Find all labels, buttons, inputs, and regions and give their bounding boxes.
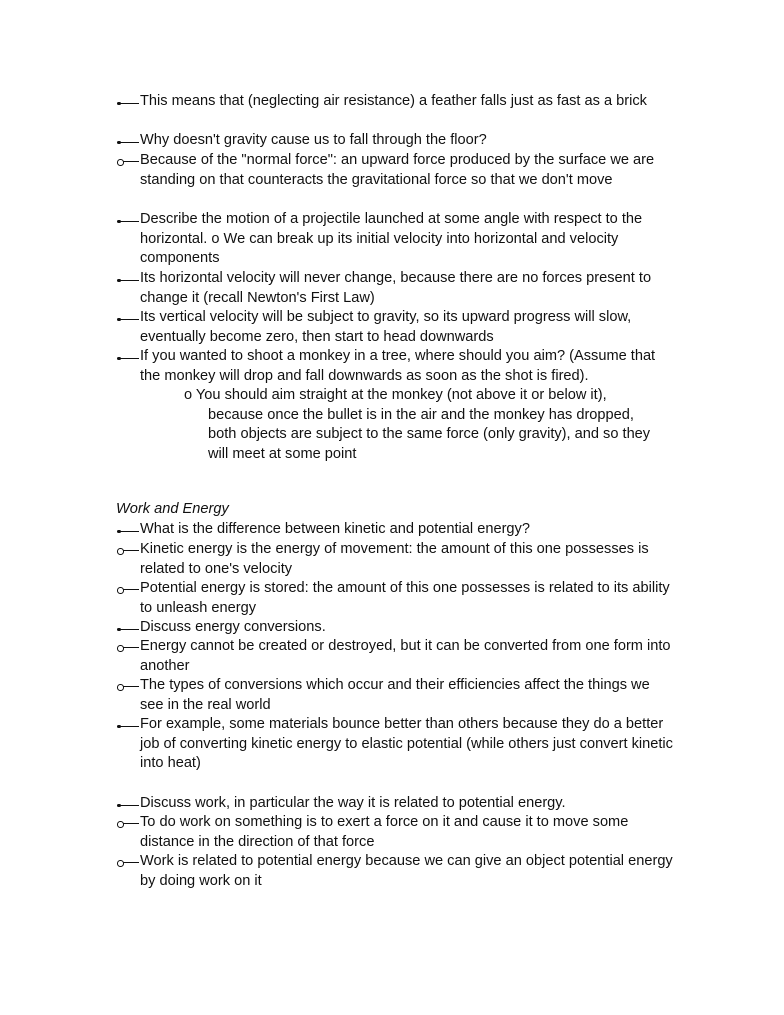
list-item [114,852,674,891]
list-item [114,131,674,151]
list-item-text: Because of the "normal force": an upward force produced by the surface we are standing on that counteracts the gravitational force so that we don't move [140,152,655,188]
bullet-marker [114,794,140,814]
bullet-marker [114,269,140,289]
list-item-text: Describe the motion of a projectile launched at some angle with respect to the horizontal. o We can break up its initial velocity into horizontal and velocity components [140,211,643,267]
section-heading: Work and Energy [116,501,229,517]
list-item [114,520,674,540]
list-item-text: This means that (neglecting air resistance) a feather falls just as fast as a brick [140,93,647,109]
circle-marker [114,637,140,657]
bullet-marker [114,520,140,540]
sub-list-item-continuation: because once the bullet is in the air and the monkey has dropped, both objects are subject to the same force (only gravity), and so they will meet at some point [208,406,651,462]
list-item [114,813,674,852]
list-item [114,210,674,269]
list-item [114,347,674,386]
circle-marker [114,579,140,599]
circle-marker [114,852,140,872]
sub-list-item-lead: o You should aim straight at the monkey (not above it or below it), [184,387,607,403]
bullet-marker [114,618,140,638]
bullet-marker [114,715,140,735]
list-item [114,637,674,676]
list-item-text: Work is related to potential energy because we can give an object potential energy by doing work on it [140,853,673,889]
bullet-marker [114,131,140,151]
bullet-marker [114,347,140,367]
list-item-text: Discuss energy conversions. [140,619,326,635]
list-item [114,540,674,579]
list-item [114,715,674,774]
list-item-text: For example, some materials bounce better than others because they do a better job of converting kinetic energy to elastic potential (while others just convert kinetic into heat) [140,716,673,772]
list-item [114,308,674,347]
circle-marker [114,540,140,560]
list-item [114,676,674,715]
list-item-text: Energy cannot be created or destroyed, but it can be converted from one form into another [140,638,671,674]
circle-marker [114,676,140,696]
list-item [114,92,674,112]
bullet-marker [114,308,140,328]
sub-list-item [184,386,664,464]
list-item-text: The types of conversions which occur and their efficiencies affect the things we see in the real world [140,677,650,713]
list-item [114,794,674,814]
circle-marker [114,151,140,171]
list-item-text: Why doesn't gravity cause us to fall through the floor? [140,132,487,148]
list-item-text: Discuss work, in particular the way it is related to potential energy. [140,795,566,811]
list-item [114,579,674,618]
circle-marker [114,813,140,833]
bullet-marker [114,92,140,112]
list-item [114,151,674,190]
list-item-text: If you wanted to shoot a monkey in a tree, where should you aim? (Assume that the monkey will drop and fall downwards as soon as the shot is fired). [140,348,656,384]
bullet-marker [114,210,140,230]
list-item-text: To do work on something is to exert a force on it and cause it to move some distance in the direction of that force [140,814,629,850]
list-item-text: Its vertical velocity will be subject to gravity, so its upward progress will slow, eventually become zero, then start to head downwards [140,309,632,345]
list-item-text: Kinetic energy is the energy of movement: the amount of this one possesses is related to one's velocity [140,541,649,577]
list-item-text: Its horizontal velocity will never change, because there are no forces present to change it (recall Newton's First Law) [140,270,652,306]
list-item [114,269,674,308]
list-item-text: What is the difference between kinetic and potential energy? [140,521,530,537]
list-item-text: Potential energy is stored: the amount of this one possesses is related to its ability to unleash energy [140,580,670,616]
list-item [114,618,674,638]
